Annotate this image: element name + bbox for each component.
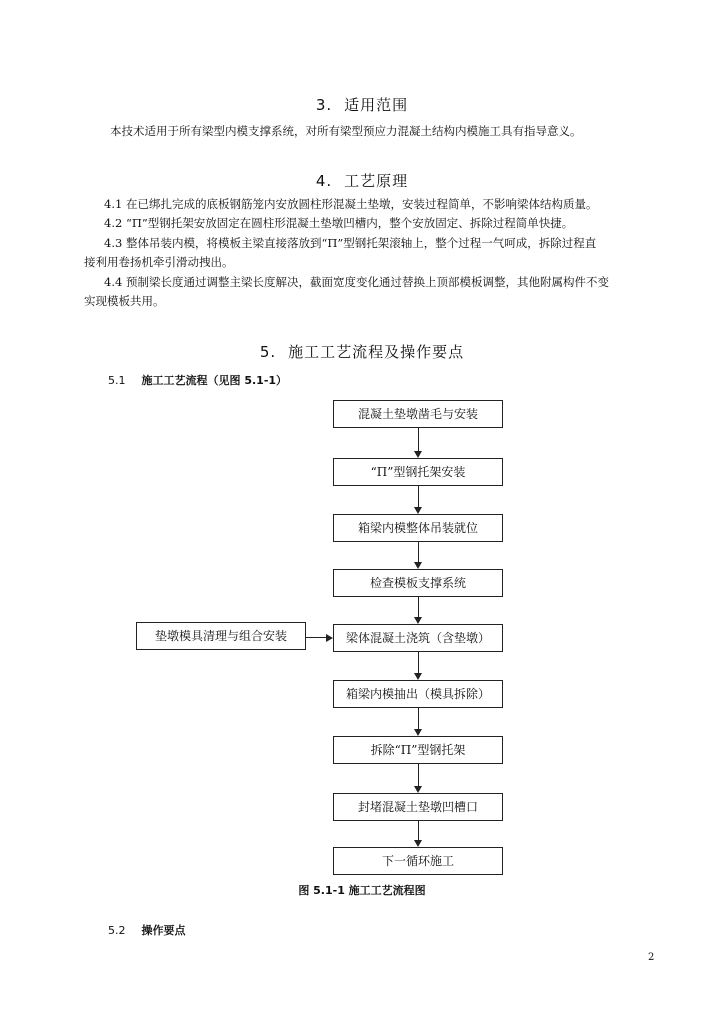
flow-side-arrow [326,634,333,642]
flow-arrow-3 [414,562,422,569]
section-5-heading [0,341,724,362]
section-3-title: 适用范围 [344,96,409,114]
flow-side-step: 垫墩模具清理与组合安装 [136,622,306,650]
page-number: 2 [648,952,655,963]
flow-step-4: 检查模板支撑系统 [333,569,503,597]
flow-arrow-2 [414,507,422,514]
flow-arrow-7 [414,786,422,793]
section-3-paragraph: 本技术适用于所有梁型内模支撑系统，对所有梁型预应力混凝土结构内模施工具有指导意义。 [110,124,582,138]
flow-connector-4 [418,597,419,617]
section-4-line-3: 4.3 整体吊装内模，将模板主梁直接落放到“Π”型钢托架滚轴上，整个过程一气呵成，拆除过程直 [104,236,597,250]
section-5-number: 5. [259,343,277,361]
flow-arrow-6 [414,729,422,736]
subsection-5-1 [108,372,287,388]
section-4-line-2: 4.2 “Π”型钢托架安放固定在圆柱形混凝土垫墩凹槽内，整个安放固定、拆除过程简单快捷。 [104,216,574,230]
flow-connector-8 [418,821,419,840]
flow-arrow-8 [414,840,422,847]
section-4-line-4: 接利用卷扬机牵引滑动拽出。 [84,255,234,269]
flow-connector-6 [418,708,419,729]
figure-caption: 图 5.1-1 施工工艺流程图 [298,884,426,897]
section-5-title: 施工工艺流程及操作要点 [288,343,465,361]
subsection-5-1-title: 施工工艺流程（见图 5.1-1） [141,374,288,387]
section-3-heading [0,94,724,115]
flow-side-connector [306,637,326,638]
flow-step-6: 箱梁内模抽出（模具拆除） [333,680,503,708]
section-4-title: 工艺原理 [344,172,409,190]
flow-step-9: 下一循环施工 [333,847,503,875]
section-3-number: 3. [315,96,333,114]
flow-arrow-4 [414,617,422,624]
flow-step-8: 封堵混凝土垫墩凹槽口 [333,793,503,821]
subsection-5-2 [108,922,186,938]
flow-arrow-1 [414,451,422,458]
section-4-line-6: 实现模板共用。 [84,294,165,308]
section-4-number: 4. [315,172,333,190]
flow-step-2: “Π”型钢托架安装 [333,458,503,486]
flow-step-7: 拆除“Π”型钢托架 [333,736,503,764]
flow-connector-3 [418,542,419,562]
section-4-heading [0,170,724,191]
flow-connector-1 [418,428,419,451]
flow-step-1: 混凝土垫墩凿毛与安装 [333,400,503,428]
section-4-line-1: 4.1 在已绑扎完成的底板钢筋笼内安放圆柱形混凝土垫墩，安装过程简单，不影响梁体结构质量。 [104,197,598,211]
flow-arrow-5 [414,673,422,680]
subsection-5-1-number: 5.1 [108,374,126,387]
subsection-5-2-number: 5.2 [108,924,126,937]
flow-step-3: 箱梁内模整体吊装就位 [333,514,503,542]
section-4-line-5: 4.4 预制梁长度通过调整主梁长度解决，截面宽度变化通过替换上顶部模板调整，其他附属构件不变 [104,275,609,289]
flow-step-5: 梁体混凝土浇筑（含垫墩） [333,624,503,652]
flow-connector-5 [418,652,419,673]
flow-connector-7 [418,764,419,786]
flow-connector-2 [418,486,419,507]
subsection-5-2-title: 操作要点 [141,924,186,937]
